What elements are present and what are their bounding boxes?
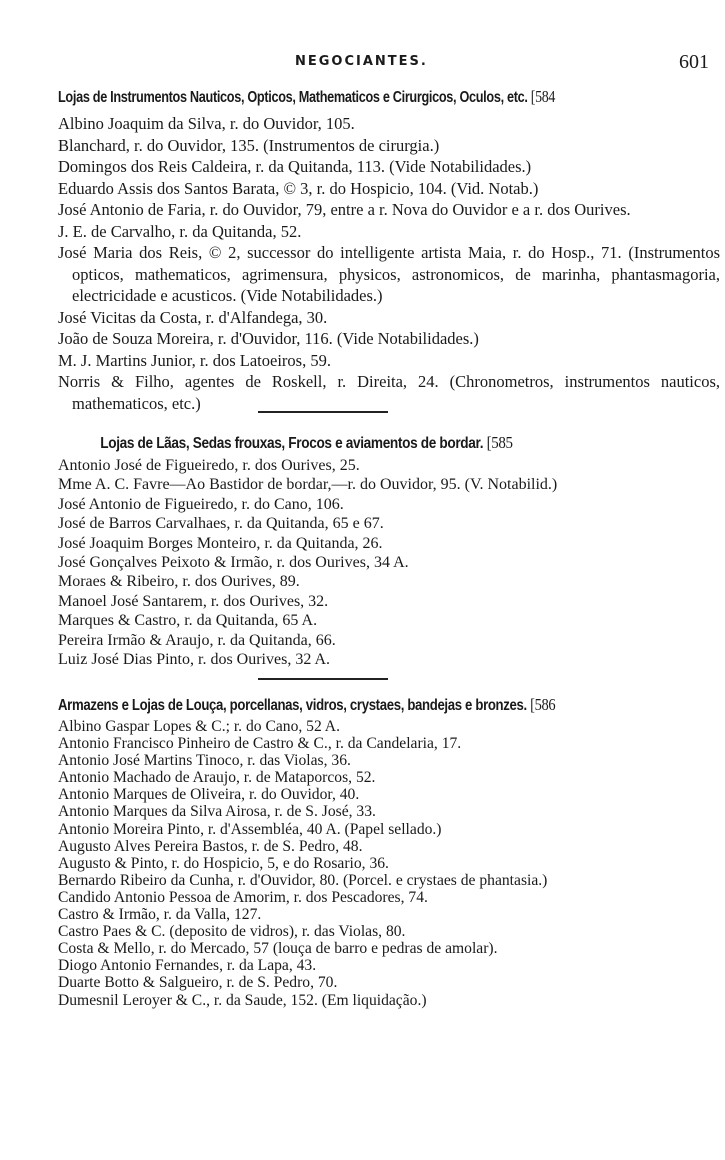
directory-entry: Albino Gaspar Lopes & C.; r. do Cano, 52 A. bbox=[58, 718, 340, 735]
section-ref: [586 bbox=[530, 695, 556, 714]
directory-entry: J. E. de Carvalho, r. da Quitanda, 52. bbox=[58, 221, 302, 241]
entry-list bbox=[58, 456, 720, 669]
section-ref: [585 bbox=[486, 433, 513, 452]
directory-entry: Antonio Francisco Pinheiro de Castro & C., r. da Candelaria, 17. bbox=[58, 735, 462, 753]
directory-entry: Antonio Machado de Araujo, r. de Mataporcos, 52. bbox=[58, 769, 376, 787]
directory-entry: José de Barros Carvalhaes, r. da Quitanda, 65 e 67. bbox=[58, 515, 384, 533]
heading-text: Lojas de Lãas, Sedas frouxas, Frocos e aviamentos de bordar. bbox=[100, 435, 484, 452]
directory-entry: Moraes & Ribeiro, r. dos Ourives, 89. bbox=[58, 573, 300, 591]
directory-entry: Domingos dos Reis Caldeira, r. da Quitanda, 113. (Vide Notabilidades.) bbox=[58, 157, 532, 176]
directory-entry: Eduardo Assis dos Santos Barata, © 3, r. do Hospicio, 104. (Vid. Notab.) bbox=[58, 178, 539, 198]
directory-entry: Diogo Antonio Fernandes, r. da Lapa, 43. bbox=[58, 957, 317, 975]
directory-entry: M. J. Martins Junior, r. dos Latoeiros, 59. bbox=[58, 350, 331, 370]
section-heading bbox=[58, 432, 641, 455]
directory-entry: Luiz José Dias Pinto, r. dos Ourives, 32 A. bbox=[58, 651, 330, 669]
heading-text: Armazens e Lojas de Louça, porcellanas, vidros, crystaes, bandejas e bronzes. bbox=[58, 697, 527, 714]
directory-entry: José Joaquim Borges Monteiro, r. da Quitanda, 26. bbox=[58, 534, 383, 552]
directory-entry: João de Souza Moreira, r. d'Ouvidor, 116. (Vide Notabilidades.) bbox=[58, 329, 479, 348]
directory-entry: Castro & Irmão, r. da Valla, 127. bbox=[58, 906, 262, 924]
section-heading bbox=[58, 694, 621, 717]
divider bbox=[258, 678, 388, 680]
section-heading bbox=[58, 86, 601, 109]
directory-entry: Pereira Irmão & Araujo, r. da Quitanda, 66. bbox=[58, 631, 336, 649]
directory-entry: Candido Antonio Pessoa de Amorim, r. dos Pescadores, 74. bbox=[58, 888, 428, 906]
directory-entry: Bernardo Ribeiro da Cunha, r. d'Ouvidor, 80. (Porcel. e crystaes de phantasia.) bbox=[58, 871, 548, 889]
directory-entry: José Gonçalves Peixoto & Irmão, r. dos Ourives, 34 A. bbox=[58, 554, 409, 572]
directory-entry: José Maria dos Reis, © 2, successor do intelligente artista Maia, r. do Hosp., 71. (Instrumentos opticos, mathematicos, agrimensura, physicos, astronomicos, de marinha, phantasmagoria, electricidade e acusticos. (Vide Notabilidades.) bbox=[58, 243, 720, 305]
directory-entry: Augusto & Pinto, r. do Hospicio, 5, e do Rosario, 36. bbox=[58, 854, 389, 872]
directory-entry: Antonio Marques da Silva Airosa, r. de S. José, 33. bbox=[58, 803, 376, 821]
directory-entry: Castro Paes & C. (deposito de vidros), r. das Violas, 80. bbox=[58, 923, 406, 941]
directory-entry: Antonio Marques de Oliveira, r. do Ouvidor, 40. bbox=[58, 786, 360, 804]
directory-entry: Blanchard, r. do Ouvidor, 135. (Instrumentos de cirurgia.) bbox=[58, 135, 440, 155]
directory-entry: José Vicitas da Costa, r. d'Alfandega, 30. bbox=[58, 307, 328, 327]
directory-entry: Costa & Mello, r. do Mercado, 57 (louça de barro e pedras de amolar). bbox=[58, 940, 498, 958]
section-nautical-instruments bbox=[58, 86, 720, 414]
directory-entry: José Antonio de Faria, r. do Ouvidor, 79, entre a r. Nova do Ouvidor e a r. dos Ourives. bbox=[58, 200, 631, 219]
section-ref: [584 bbox=[530, 87, 556, 106]
directory-entry: Duarte Botto & Salgueiro, r. de S. Pedro, 70. bbox=[58, 974, 338, 992]
directory-entry: Antonio Moreira Pinto, r. d'Assembléa, 40 A. (Papel sellado.) bbox=[58, 820, 442, 838]
directory-entry: José Antonio de Figueiredo, r. do Cano, 106. bbox=[58, 495, 344, 513]
section-wool-silk bbox=[58, 432, 720, 669]
directory-entry: Antonio José Martins Tinoco, r. das Violas, 36. bbox=[58, 752, 351, 770]
running-header bbox=[0, 51, 725, 76]
divider bbox=[258, 411, 388, 413]
running-title: NEGOCIANTES. bbox=[295, 54, 428, 69]
heading-text: Lojas de Instrumentos Nauticos, Opticos, Mathematicos e Cirurgicos, Oculos, etc. bbox=[58, 89, 528, 106]
directory-entry: Albino Joaquim da Silva, r. do Ouvidor, 105. bbox=[58, 114, 355, 133]
directory-entry: Marques & Castro, r. da Quitanda, 65 A. bbox=[58, 612, 318, 630]
directory-entry: Manoel José Santarem, r. dos Ourives, 32. bbox=[58, 592, 329, 610]
directory-entry: Dumesnil Leroyer & C., r. da Saude, 152. (Em liquidação.) bbox=[58, 991, 427, 1009]
directory-entry: Mme A. C. Favre—Ao Bastidor de bordar,—r. do Ouvidor, 95. (V. Notabilid.) bbox=[58, 476, 558, 494]
directory-entry: Norris & Filho, agentes de Roskell, r. Direita, 24. (Chronometros, instrumentos nauticos, mathematicos, etc.) bbox=[58, 372, 720, 413]
directory-entry: Augusto Alves Pereira Bastos, r. de S. Pedro, 48. bbox=[58, 837, 363, 855]
section-crockery bbox=[58, 694, 720, 1009]
entry-list bbox=[58, 718, 720, 1009]
entry-list bbox=[58, 113, 720, 414]
directory-entry: Antonio José de Figueiredo, r. dos Ourives, 25. bbox=[58, 457, 360, 474]
page-number: 601 bbox=[679, 51, 709, 73]
